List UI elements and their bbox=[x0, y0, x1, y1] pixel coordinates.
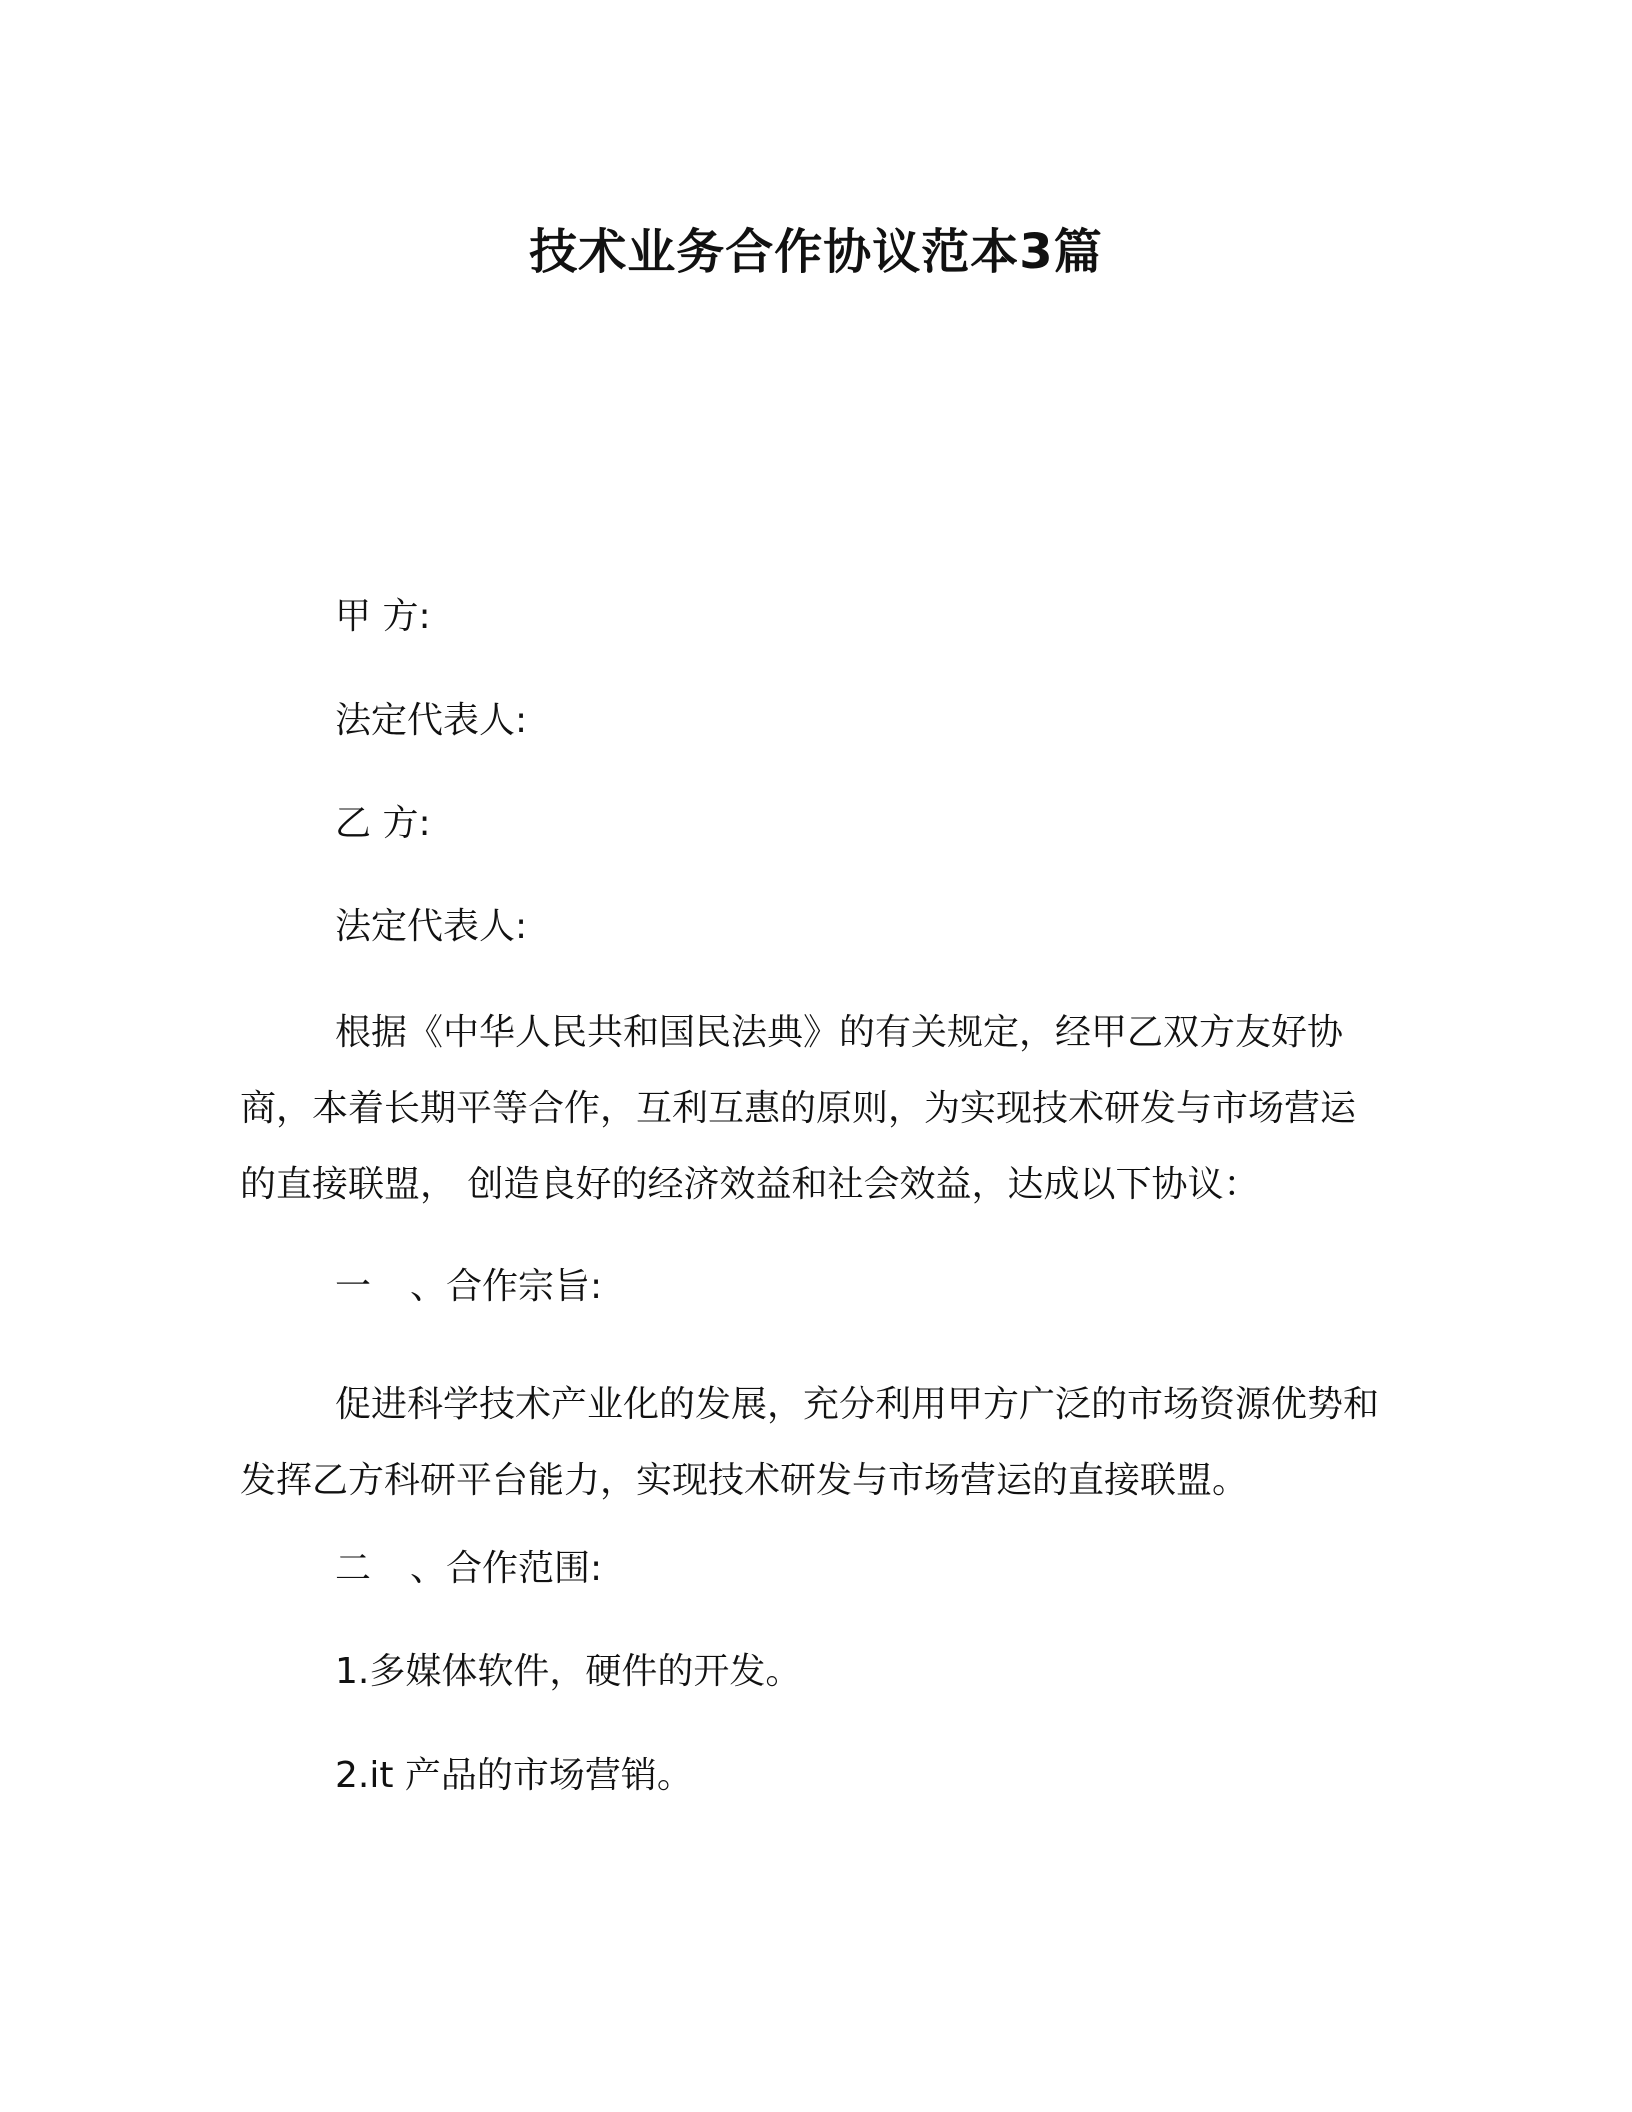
section-2-item-2: 2.it 产品的市场营销。 bbox=[335, 1755, 693, 1796]
preamble-paragraph: 根据《中华人民共和国民法典》的有关规定，经甲乙双方友好协商，本着长期平等合作，互利互惠的原则，为实现技术研发与市场营运的直接联盟， 创造良好的经济效益和社会效益，达成以下协议： bbox=[240, 1012, 1357, 1205]
party-b-representative-label: 法定代表人: bbox=[335, 906, 528, 947]
party-b-label: 乙 方: bbox=[335, 803, 431, 844]
section-1-title: 、合作宗旨: bbox=[410, 1266, 603, 1307]
section-1-heading bbox=[335, 1263, 602, 1311]
party-a-representative-label: 法定代表人: bbox=[335, 700, 528, 741]
section-2-number: 二 bbox=[335, 1548, 372, 1589]
section-1-body: 促进科学技术产业化的发展，充分利用甲方广泛的市场资源优势和发挥乙方科研平台能力，实现技术研发与市场营运的直接联盟。 bbox=[240, 1384, 1380, 1501]
party-a-label: 甲 方: bbox=[335, 596, 431, 637]
section-2-title: 、合作范围: bbox=[410, 1548, 603, 1589]
section-2-heading bbox=[335, 1545, 602, 1593]
section-1-number: 一 bbox=[335, 1266, 372, 1307]
document-title: 技术业务合作协议范本3篇 bbox=[529, 224, 1103, 280]
section-2-item-1: 1.多媒体软件，硬件的开发。 bbox=[335, 1651, 802, 1692]
